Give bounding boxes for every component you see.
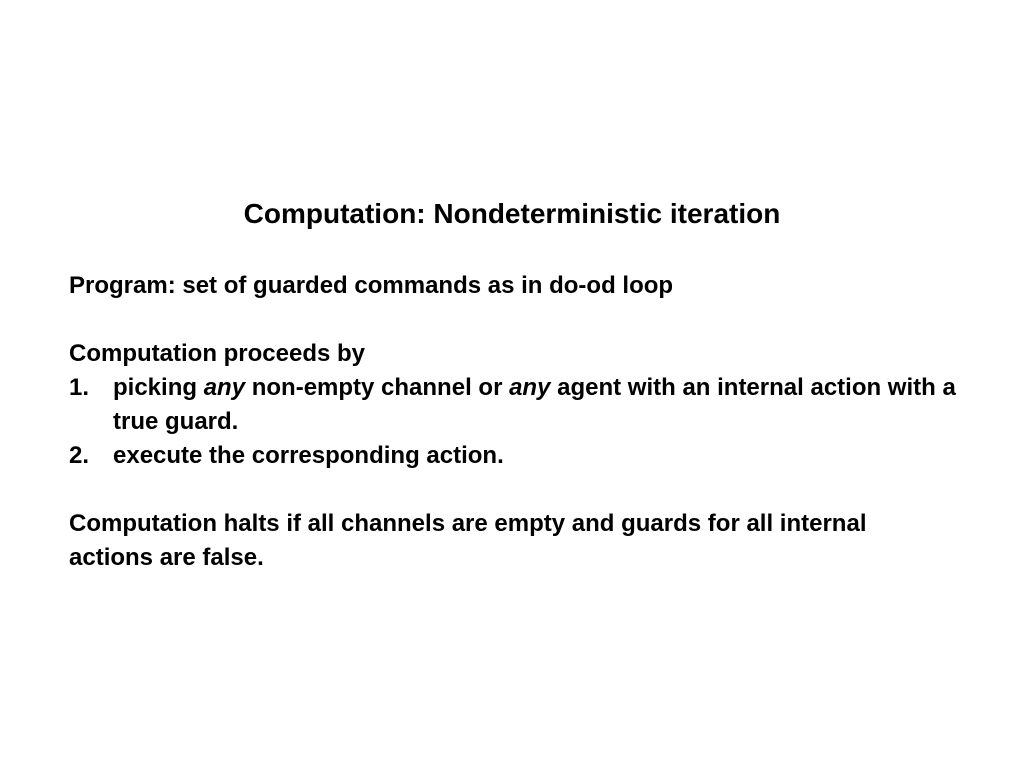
step-number-2: 2. [69, 442, 90, 469]
step-item-1 [69, 371, 969, 439]
computation-halts-description: Computation halts if all channels are empty and guards for all internal actions are false. [69, 510, 867, 571]
step-2-text: execute the corresponding action. [113, 442, 504, 469]
computation-proceeds-intro: Computation proceeds by [69, 340, 366, 367]
step-1-text [113, 374, 956, 435]
step-1-text-after: agent with an internal action with a true guard. [113, 374, 956, 435]
computation-steps-list [69, 371, 969, 473]
step-number-1: 1. [69, 374, 90, 401]
step-1-text-before: picking [113, 374, 204, 401]
step-item-2 [69, 439, 969, 473]
step-1-emphasis-any-second: any [509, 374, 551, 401]
step-1-emphasis-any-first: any [203, 374, 246, 401]
computation-proceeds-section [69, 337, 969, 473]
slide-title: Computation: Nondeterministic iteration [243, 198, 781, 229]
step-1-text-middle: non-empty channel or [245, 374, 510, 401]
program-description: Program: set of guarded commands as in do-od loop [69, 272, 674, 299]
